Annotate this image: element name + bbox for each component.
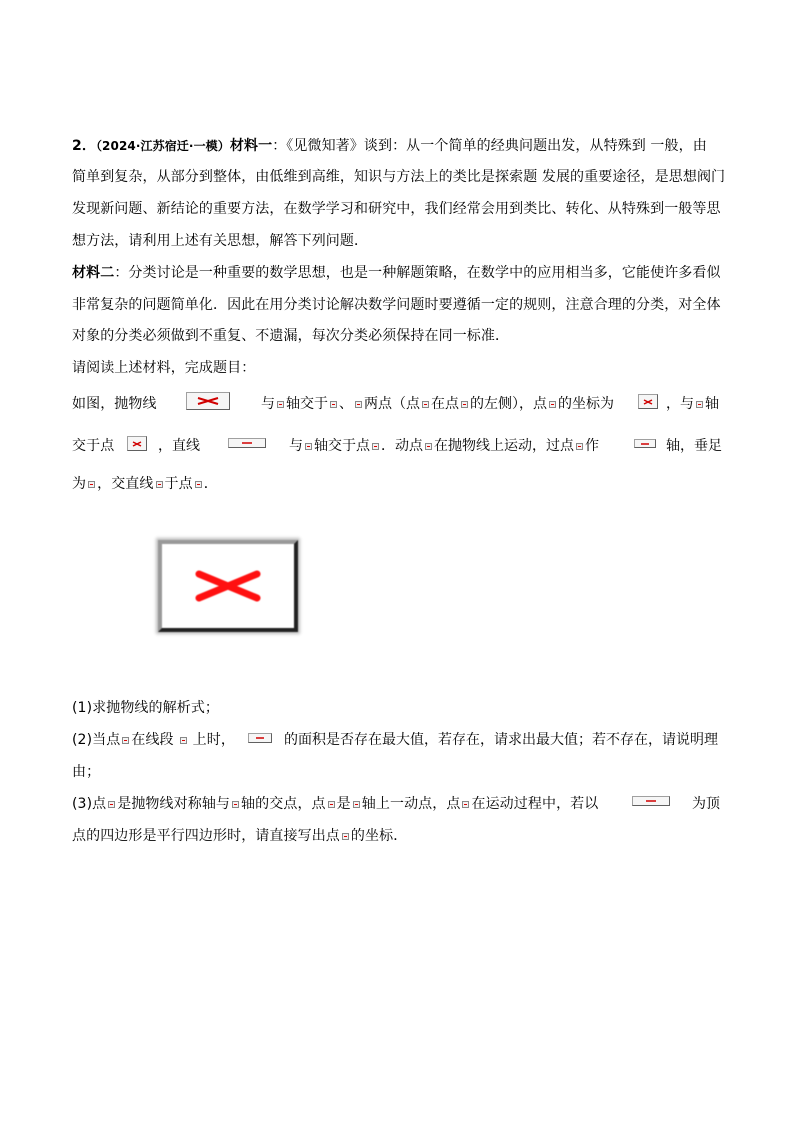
question-text: 如图，抛物线 — [72, 396, 157, 412]
question-text: (3)点 — [72, 796, 107, 812]
broken-image-icon — [305, 443, 312, 450]
question-text: 轴交于点 — [314, 438, 370, 454]
broken-image-icon — [549, 401, 556, 408]
question-text: ．动点 — [381, 438, 423, 454]
material-two-line-1 — [72, 262, 724, 282]
problem-line-1 — [72, 135, 724, 155]
broken-image-icon — [277, 401, 284, 408]
broken-image-icon — [330, 401, 337, 408]
broken-image-icon — [462, 801, 469, 808]
material-two-line-2: 非常复杂的问题简单化．因此在用分类讨论解决数学问题时要遵循一定的规则，注意合理的分类，对全体 — [72, 297, 721, 313]
question-text: 为 — [72, 476, 87, 492]
question-text: 轴的交点，点 — [241, 796, 326, 812]
question-text: 在点 — [431, 396, 459, 412]
question-text: 轴交于 — [286, 396, 328, 412]
material-two-text-1: ：分类讨论是一种重要的数学思想，也是一种解题策略，在数学中的应用相当多，它能使许多看似 — [114, 265, 721, 281]
question-text: 的左侧），点 — [470, 396, 547, 412]
question-text-group — [284, 729, 718, 749]
question-text: 与 — [261, 396, 275, 412]
broken-image-icon — [372, 443, 379, 450]
question-line-c — [72, 473, 724, 493]
question-text-group — [666, 435, 722, 455]
question-text: 上时， — [192, 732, 235, 748]
question-text: 在抛物线上运动，过点 — [434, 438, 574, 454]
question-text: 的坐标． — [350, 828, 408, 844]
material-one-line-2: 简单到复杂，从部分到整体，由低维到高维，知识与方法上的类比是探索题 发展的重要途径，是思想阀门 — [72, 169, 726, 185]
broken-image-icon — [632, 796, 670, 806]
broken-image-icon — [422, 401, 429, 408]
material-one-line-4: 想方法，请利用上述有关思想，解答下列问题． — [72, 233, 369, 249]
broken-image-icon — [248, 733, 272, 743]
material-one-text-1: ：《见微知著》谈到：从一个简单的经典问题出发，从特殊到 一般，由 — [272, 138, 707, 154]
broken-image-icon — [127, 436, 147, 451]
broken-image-icon — [195, 481, 202, 488]
question-text: ． — [203, 476, 218, 492]
material-one-label: 材料一 — [229, 138, 273, 154]
question-text: 的坐标为 — [558, 396, 614, 412]
broken-image-icon — [328, 801, 335, 808]
question-text: 为顶 — [692, 796, 720, 812]
question-text: ，直线 — [158, 438, 200, 454]
sub-question-1: (1)求抛物线的解析式； — [72, 700, 220, 716]
sub-question-3 — [72, 793, 724, 813]
problem-number: 2． — [72, 138, 96, 154]
sub-question-2-cont: 由； — [72, 764, 101, 780]
question-text: ，与 — [666, 396, 694, 412]
broken-image-icon — [638, 394, 658, 409]
question-line-a-rest — [261, 393, 614, 413]
question-text: 轴 — [705, 396, 719, 412]
question-text: 作 — [585, 438, 599, 454]
question-text: 在线段 — [131, 732, 174, 748]
question-text: 是抛物线对称轴与 — [117, 796, 231, 812]
question-text: 与 — [289, 438, 303, 454]
broken-image-icon — [186, 392, 230, 410]
broken-image-icon — [634, 439, 656, 448]
question-text: ，交直线 — [97, 476, 154, 492]
question-text: (2)当点 — [72, 732, 121, 748]
question-text: 轴上一动点，点 — [361, 796, 461, 812]
question-text-group — [158, 435, 200, 455]
question-text: 交于点 — [72, 438, 115, 454]
figure-placeholder — [158, 540, 298, 632]
question-text-group — [692, 793, 720, 813]
read-instruction: 请阅读上述材料，完成题目： — [72, 360, 256, 376]
broken-image-icon — [696, 401, 703, 408]
broken-image-icon — [342, 833, 349, 840]
question-text-group — [289, 435, 599, 455]
question-text: 的面积是否存在最大值，若存在，请求出最大值；若不存在，请说明理 — [284, 732, 718, 748]
broken-image-icon — [228, 438, 266, 448]
question-text: 点的四边形是平行四边形时，请直接写出点 — [72, 828, 340, 844]
broken-image-icon — [461, 401, 468, 408]
broken-image-icon — [122, 737, 129, 744]
material-one-line-3: 发现新问题、新结论的重要方法，在数学学习和研究中，我们经常会用到类比、转化、从特殊到一般等思 — [72, 201, 721, 217]
question-text: 于点 — [164, 476, 193, 492]
question-text: 两点（点 — [364, 396, 420, 412]
problem-source: （2024·江苏宿迁·一模） — [95, 139, 230, 153]
question-text: 是 — [336, 796, 351, 812]
broken-image-icon — [425, 443, 432, 450]
broken-image-icon — [156, 481, 163, 488]
question-text: 轴，垂足 — [666, 438, 722, 454]
broken-image-icon — [88, 481, 95, 488]
broken-image-icon — [576, 443, 583, 450]
broken-image-icon — [232, 801, 239, 808]
broken-image-icon — [195, 568, 261, 604]
broken-image-icon — [108, 801, 115, 808]
material-two-line-3: 对象的分类必须做到不重复、不遗漏，每次分类必须保持在同一标准． — [72, 328, 510, 344]
broken-image-icon — [353, 801, 360, 808]
material-two-label: 材料二 — [72, 265, 115, 281]
sub-question-3-cont — [72, 825, 724, 845]
question-text: 、 — [339, 396, 353, 412]
question-line-a-end — [666, 393, 719, 413]
broken-image-icon — [355, 401, 362, 408]
broken-image-icon — [180, 737, 187, 744]
question-text: 在运动过程中，若以 — [471, 796, 599, 812]
